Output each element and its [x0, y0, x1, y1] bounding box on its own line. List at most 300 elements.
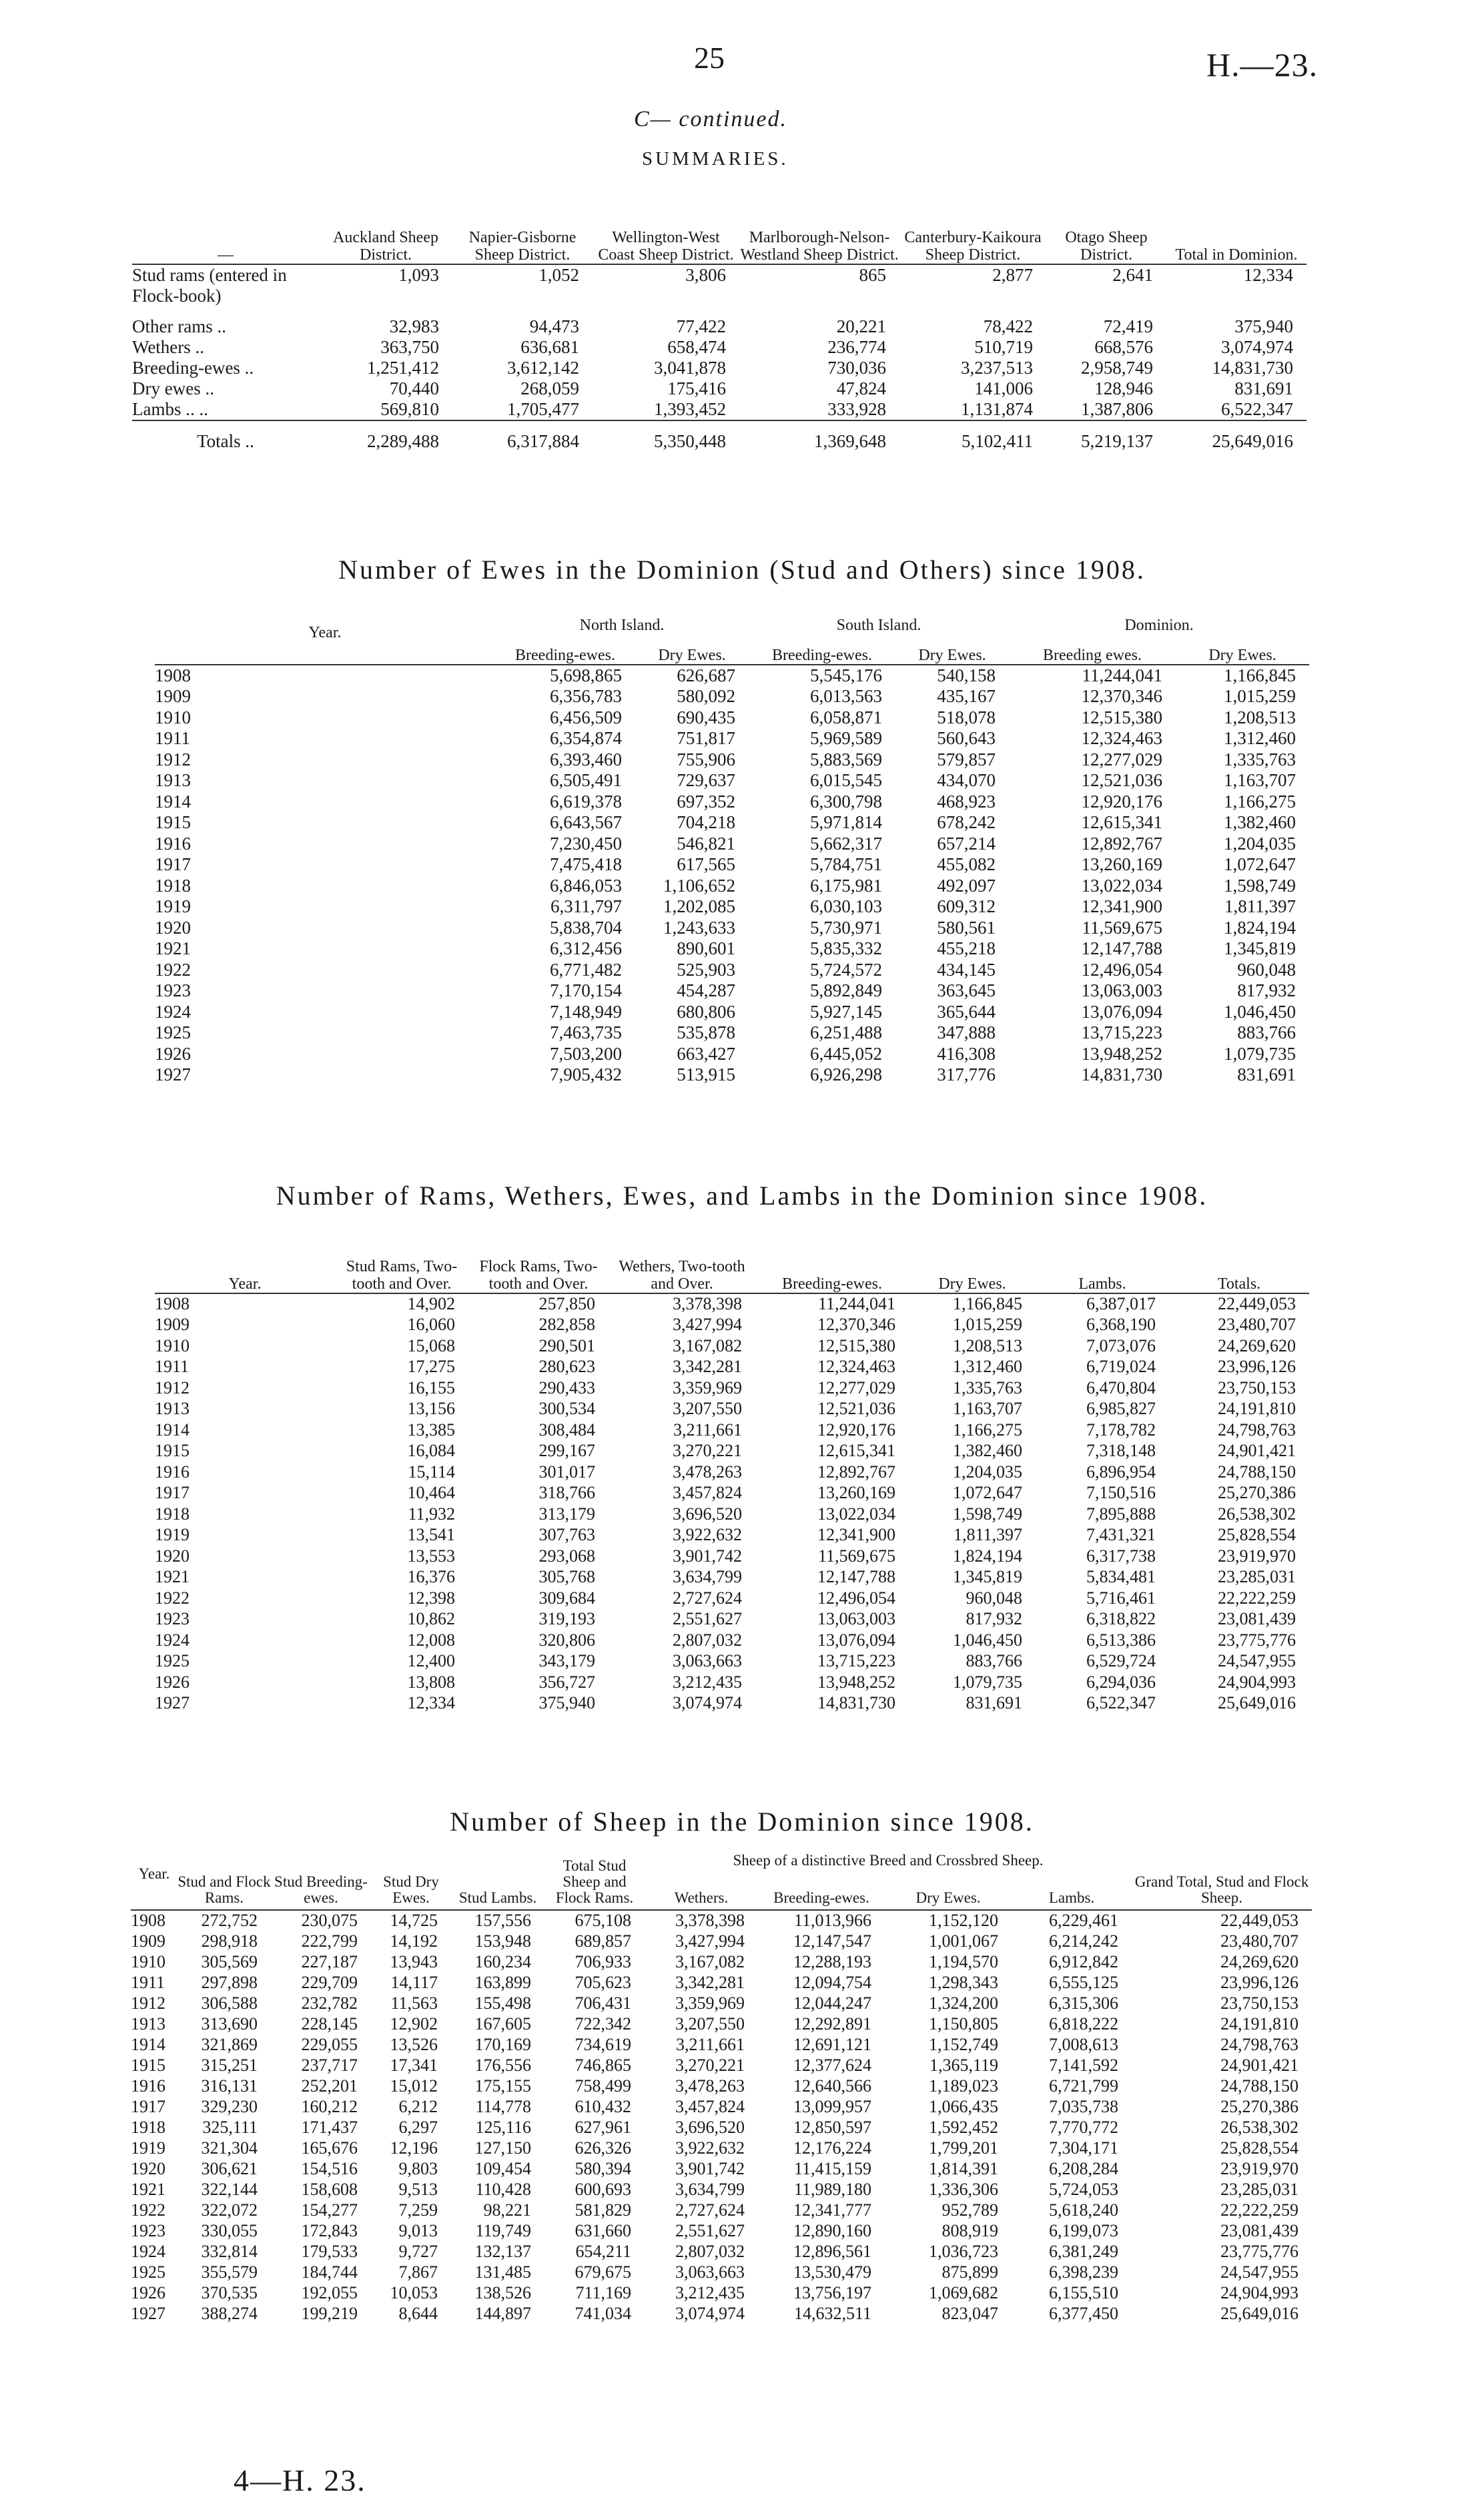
rams-cell: 12,496,054 — [817, 1588, 895, 1608]
ewes-cell: 13,022,034 — [1081, 875, 1162, 896]
rams-cell: 6,513,386 — [1086, 1630, 1156, 1650]
ewes-row — [155, 854, 1309, 876]
sheep-row — [131, 2138, 1312, 2158]
ewes-cell: 1,811,397 — [1224, 896, 1296, 917]
sheep-cell: 3,696,520 — [675, 2117, 745, 2137]
sheep-cell: 1,365,119 — [929, 2055, 998, 2075]
sheep-cell: 1,152,749 — [929, 2034, 998, 2054]
totals-cell: 5,219,137 — [1081, 431, 1153, 451]
sheep-table-title: Number of Sheep in the Dominion since 1908. — [450, 1807, 1034, 1837]
ewes-cell: 626,687 — [677, 665, 735, 685]
ewes-cell: 416,308 — [937, 1043, 996, 1064]
summary-totals-row — [132, 420, 1307, 462]
sheep-cell: 298,918 — [201, 1931, 258, 1951]
totals-label: Totals .. — [197, 431, 254, 451]
ewes-year: 1912 — [155, 749, 191, 769]
summary-cell: 128,946 — [1094, 378, 1153, 398]
sheep-year: 1910 — [131, 1951, 165, 1971]
sheep-cell: 23,919,970 — [1220, 2158, 1298, 2178]
sheep-cell: 125,116 — [475, 2117, 531, 2137]
sheep-row — [131, 1931, 1312, 1951]
rams-row — [155, 1588, 1309, 1609]
north-island-header: North Island. — [579, 617, 665, 634]
summary-cell: 510,719 — [974, 337, 1033, 357]
sheep-cell: 12,196 — [390, 2138, 438, 2158]
sheep-cell: 13,756,197 — [793, 2282, 871, 2302]
sheep-cell: 370,535 — [201, 2282, 258, 2302]
ewes-row — [155, 896, 1309, 918]
sheep-cell: 1,066,435 — [929, 2096, 998, 2116]
summary-row — [132, 358, 1307, 378]
ewes-col-header: Breeding ewes. — [1043, 647, 1142, 664]
ewes-row — [155, 665, 1309, 686]
ewes-cell: 617,565 — [677, 854, 735, 875]
ewes-cell: 1,598,749 — [1224, 875, 1296, 896]
sheep-year-header: Year. — [138, 1865, 170, 1882]
sheep-cell: 23,750,153 — [1220, 1993, 1298, 2013]
rams-year: 1910 — [155, 1335, 190, 1355]
ewes-cell: 6,456,509 — [550, 707, 622, 727]
sheep-cell: 315,251 — [201, 2055, 258, 2075]
summary-cell: 47,824 — [836, 378, 886, 398]
sheep-year: 1917 — [131, 2096, 165, 2116]
sheep-row — [131, 2262, 1312, 2282]
sheep-year: 1918 — [131, 2117, 165, 2137]
rams-cell: 290,501 — [538, 1335, 595, 1355]
rams-cell: 7,318,148 — [1086, 1441, 1156, 1461]
rams-cell: 831,691 — [966, 1693, 1022, 1713]
sheep-cell: 23,775,776 — [1220, 2241, 1298, 2261]
rams-cell: 13,948,252 — [817, 1672, 895, 1692]
summary-cell: 636,681 — [520, 337, 579, 357]
rams-cell: 817,932 — [966, 1609, 1022, 1629]
summary-row — [132, 264, 1307, 316]
sheep-cell: 952,789 — [942, 2200, 998, 2220]
rams-cell: 15,114 — [408, 1462, 455, 1482]
sheep-row — [131, 2179, 1312, 2200]
ewes-cell: 5,730,971 — [810, 917, 882, 938]
summary-col-header: Canterbury-Kaikoura Sheep District. — [904, 229, 1042, 264]
sheep-cell: 114,778 — [475, 2096, 531, 2116]
sheep-cell: 5,724,053 — [1049, 2179, 1118, 2199]
rams-year: 1926 — [155, 1672, 190, 1692]
sheep-cell: 24,798,763 — [1220, 2034, 1298, 2054]
rams-cell: 6,529,724 — [1086, 1651, 1156, 1671]
ewes-cell: 1,345,819 — [1224, 938, 1296, 959]
ewes-year: 1920 — [155, 917, 191, 938]
sheep-row — [131, 2303, 1312, 2324]
sheep-cell: 272,752 — [201, 1911, 258, 1930]
rams-cell: 6,368,190 — [1086, 1315, 1156, 1335]
sheep-cell: 24,269,620 — [1220, 1951, 1298, 1971]
report-code: H.—23. — [1206, 46, 1319, 83]
ewes-cell: 468,923 — [937, 791, 996, 812]
rams-cell: 7,073,076 — [1086, 1335, 1156, 1355]
rams-year: 1921 — [155, 1567, 190, 1587]
sheep-cell: 1,069,682 — [929, 2282, 998, 2302]
sheep-cell: 22,222,259 — [1220, 2200, 1298, 2220]
rams-cell: 1,335,763 — [953, 1377, 1022, 1397]
rams-cell: 6,318,822 — [1086, 1609, 1156, 1629]
ewes-cell: 5,883,569 — [810, 749, 882, 769]
sheep-cell: 15,012 — [390, 2076, 438, 2096]
rams-row — [155, 1335, 1309, 1357]
sheep-year: 1912 — [131, 1993, 165, 2013]
summary-cell: 268,059 — [520, 378, 579, 398]
rams-cell: 14,902 — [407, 1294, 455, 1314]
sheep-cell: 229,055 — [301, 2034, 358, 2054]
sheep-cell: 3,427,994 — [675, 1931, 745, 1951]
summary-cell: 668,576 — [1094, 337, 1153, 357]
rams-cell: 13,260,169 — [817, 1483, 895, 1503]
rams-cell: 12,400 — [407, 1651, 455, 1671]
sheep-cell: 3,211,661 — [675, 2034, 745, 2054]
sheep-cell: 1,150,805 — [929, 2013, 998, 2033]
ewes-cell: 6,015,545 — [810, 770, 882, 791]
rams-cell: 22,222,259 — [1218, 1588, 1296, 1608]
ewes-year: 1910 — [155, 707, 191, 727]
rams-row — [155, 1315, 1309, 1336]
sheep-row — [131, 2076, 1312, 2096]
sheep-cell: 627,961 — [575, 2117, 631, 2137]
ewes-cell: 7,503,200 — [550, 1043, 622, 1064]
ewes-cell: 12,147,788 — [1081, 938, 1162, 959]
sheep-cell: 305,569 — [201, 1951, 258, 1971]
rams-col-header: Stud Rams, Two-tooth and Over. — [346, 1258, 458, 1293]
ewes-cell: 560,643 — [937, 728, 996, 749]
rams-cell: 3,074,974 — [673, 1693, 742, 1713]
ewes-cell: 540,158 — [937, 665, 996, 685]
rams-row — [155, 1462, 1309, 1483]
ewes-row — [155, 834, 1309, 855]
rams-cell: 16,376 — [407, 1567, 455, 1587]
sheep-cell: 722,342 — [575, 2013, 631, 2033]
totals-cell: 2,289,488 — [367, 431, 439, 451]
ewes-cell: 1,079,735 — [1224, 1043, 1296, 1064]
rams-cell: 3,270,221 — [673, 1441, 742, 1461]
rams-cell: 300,534 — [538, 1399, 595, 1419]
sheep-cell: 6,297 — [398, 2117, 438, 2137]
rams-cell: 16,060 — [407, 1315, 455, 1335]
rams-cell: 6,317,738 — [1086, 1546, 1156, 1566]
rams-cell: 12,334 — [407, 1693, 455, 1713]
rams-row — [155, 1504, 1309, 1525]
rams-cell: 1,824,194 — [953, 1546, 1022, 1566]
summary-cell: 20,221 — [836, 316, 886, 336]
rams-cell: 24,269,620 — [1218, 1335, 1296, 1355]
sheep-cell: 14,117 — [390, 1972, 438, 1992]
summary-cell: 3,237,513 — [961, 358, 1033, 378]
rams-cell: 10,464 — [407, 1483, 455, 1503]
sheep-cell: 706,431 — [575, 1993, 631, 2013]
ewes-cell: 6,771,482 — [550, 959, 622, 980]
south-island-header: South Island. — [836, 617, 921, 634]
sheep-cell: 138,526 — [474, 2282, 531, 2302]
ewes-cell: 492,097 — [937, 875, 996, 896]
ewes-row — [155, 749, 1309, 771]
sheep-row — [131, 2117, 1312, 2138]
sheep-cell: 6,208,284 — [1049, 2158, 1118, 2178]
sheep-cell: 6,377,450 — [1049, 2303, 1118, 2323]
rams-year: 1915 — [155, 1441, 190, 1461]
sheep-cell: 199,219 — [301, 2303, 358, 2323]
ewes-cell: 6,311,797 — [550, 896, 622, 917]
summary-row-label: Dry ewes .. — [132, 378, 214, 398]
ewes-cell: 817,932 — [1237, 980, 1296, 1001]
sheep-cell: 160,234 — [474, 1951, 531, 1971]
sheep-year: 1919 — [131, 2138, 165, 2158]
sheep-col-4: Stud Lambs. — [458, 1889, 537, 1906]
rams-cell: 13,156 — [407, 1399, 455, 1419]
rams-cell: 3,359,969 — [673, 1377, 742, 1397]
ewes-cell: 960,048 — [1237, 959, 1296, 980]
sheep-cell: 23,285,031 — [1220, 2179, 1298, 2199]
summary-cell: 1,093 — [398, 265, 439, 285]
ewes-cell: 435,167 — [937, 686, 996, 707]
sheep-cell: 1,001,067 — [929, 1931, 998, 1951]
sheep-cell: 1,799,201 — [929, 2138, 998, 2158]
ewes-cell: 580,092 — [677, 686, 735, 707]
ewes-cell: 883,766 — [1237, 1022, 1296, 1043]
sheep-cell: 25,649,016 — [1220, 2303, 1298, 2323]
sheep-cell: 14,725 — [390, 1911, 438, 1930]
ewes-cell: 12,324,463 — [1081, 728, 1162, 749]
sheep-cell: 12,176,224 — [793, 2138, 871, 2158]
sheep-table — [131, 1842, 1312, 2324]
sheep-row — [131, 1910, 1312, 1931]
summary-cell: 3,074,974 — [1221, 337, 1293, 357]
sheep-cell: 3,063,663 — [675, 2262, 745, 2282]
ewes-cell: 6,300,798 — [810, 791, 882, 812]
summary-row-label: Other rams .. — [132, 316, 226, 336]
sheep-cell: 322,144 — [201, 2179, 258, 2199]
ewes-row — [155, 1064, 1309, 1086]
sheep-cell: 3,457,824 — [675, 2096, 745, 2116]
sheep-cell: 10,053 — [390, 2282, 438, 2302]
rams-cell: 313,179 — [538, 1504, 595, 1524]
ewes-cell: 609,312 — [937, 896, 996, 917]
ewes-cell: 5,892,849 — [810, 980, 882, 1001]
rams-cell: 12,398 — [407, 1588, 455, 1608]
sheep-cell: 654,211 — [575, 2241, 631, 2261]
rams-cell: 319,193 — [538, 1609, 595, 1629]
summary-cell: 72,419 — [1103, 316, 1153, 336]
sheep-cell: 229,709 — [301, 1972, 358, 1992]
sheep-col-1: Stud and Flock Rams. — [177, 1873, 271, 1906]
ewes-cell: 7,170,154 — [550, 980, 622, 1001]
rams-row — [155, 1357, 1309, 1378]
ewes-cell: 690,435 — [677, 707, 735, 727]
rams-cell: 13,808 — [407, 1672, 455, 1692]
sheep-cell: 228,145 — [301, 2013, 358, 2033]
rams-year: 1908 — [155, 1294, 190, 1314]
sheep-cell: 227,187 — [301, 1951, 358, 1971]
ewes-year: 1927 — [155, 1064, 191, 1085]
sheep-year: 1915 — [131, 2055, 165, 2075]
ewes-cell: 5,662,317 — [810, 833, 882, 854]
ewes-cell: 6,251,488 — [810, 1022, 882, 1043]
summary-col-header: Marlborough-Nelson-Westland Sheep District. — [740, 229, 899, 264]
rams-cell: 1,046,450 — [953, 1630, 1022, 1650]
ewes-row — [155, 876, 1309, 897]
ewes-cell: 11,244,041 — [1082, 665, 1162, 685]
ewes-year: 1908 — [155, 665, 191, 685]
sheep-cell: 823,047 — [942, 2303, 998, 2323]
summary-row — [132, 337, 1307, 358]
ewes-cell: 11,569,675 — [1082, 917, 1162, 938]
sheep-cell: 808,919 — [942, 2220, 998, 2240]
ewes-cell: 317,776 — [937, 1064, 996, 1085]
sheep-cell: 131,485 — [474, 2262, 531, 2282]
sheep-cell: 6,212 — [398, 2096, 438, 2116]
rams-cell: 12,920,176 — [817, 1420, 895, 1440]
rams-cell: 375,940 — [538, 1693, 595, 1713]
rams-cell: 3,167,082 — [673, 1335, 742, 1355]
sheep-cell: 230,075 — [301, 1911, 358, 1930]
ewes-cell: 365,644 — [937, 1001, 996, 1022]
sheep-cell: 746,865 — [575, 2055, 631, 2075]
ewes-cell: 1,166,275 — [1224, 791, 1296, 812]
sheep-cell: 12,896,561 — [793, 2241, 871, 2261]
ewes-cell: 7,148,949 — [550, 1001, 622, 1022]
sheep-cell: 3,359,969 — [675, 1993, 745, 2013]
sheep-cell: 167,605 — [474, 2013, 531, 2033]
summary-row — [132, 316, 1307, 337]
sheep-cell: 26,538,302 — [1220, 2117, 1298, 2137]
rams-cell: 3,634,799 — [673, 1567, 742, 1587]
sheep-cell: 9,727 — [398, 2241, 438, 2261]
rams-cell: 12,615,341 — [817, 1441, 895, 1461]
ewes-cell: 579,857 — [937, 749, 996, 769]
summary-cell: 363,750 — [380, 337, 439, 357]
ewes-row — [155, 812, 1309, 834]
sheep-cell: 758,499 — [575, 2076, 631, 2096]
sheep-cell: 610,432 — [575, 2096, 631, 2116]
rams-col-header: Year. — [228, 1275, 262, 1293]
summary-cell: 78,422 — [983, 316, 1033, 336]
sheep-cell: 172,843 — [301, 2220, 358, 2240]
sheep-cell: 3,378,398 — [675, 1911, 745, 1930]
sheep-cell: 11,013,966 — [793, 1911, 871, 1930]
ewes-cell: 14,831,730 — [1081, 1064, 1162, 1085]
sheep-cell: 252,201 — [301, 2076, 358, 2096]
sheep-cell: 631,660 — [575, 2220, 631, 2240]
rams-cell: 24,798,763 — [1218, 1420, 1296, 1440]
sheep-year: 1916 — [131, 2076, 165, 2096]
sheep-cell: 12,288,193 — [793, 1951, 871, 1971]
rams-cell: 3,427,994 — [673, 1315, 742, 1335]
ewes-cell: 1,072,647 — [1224, 854, 1296, 875]
sheep-cell: 6,315,306 — [1049, 1993, 1118, 2013]
rams-cell: 293,068 — [538, 1546, 595, 1566]
sheep-cell: 163,899 — [474, 1972, 531, 1992]
sheep-year: 1924 — [131, 2241, 165, 2261]
sheep-year: 1920 — [131, 2158, 165, 2178]
ewes-cell: 12,920,176 — [1081, 791, 1162, 812]
sheep-cell: 1,592,452 — [929, 2117, 998, 2137]
ewes-year: 1914 — [155, 791, 191, 812]
ewes-row — [155, 728, 1309, 749]
rams-cell: 11,932 — [408, 1504, 455, 1524]
sheep-cell: 6,229,461 — [1049, 1911, 1118, 1930]
sheep-col-3: Stud Dry Ewes. — [383, 1873, 439, 1906]
rams-cell: 299,167 — [538, 1441, 595, 1461]
ewes-cell: 5,835,332 — [810, 938, 882, 959]
sheep-cell: 741,034 — [575, 2303, 631, 2323]
totals-cell: 5,102,411 — [962, 431, 1033, 451]
sheep-year: 1914 — [131, 2034, 165, 2054]
rams-cell: 23,750,153 — [1218, 1377, 1296, 1397]
sheep-cell: 222,799 — [301, 1931, 358, 1951]
ewes-row — [155, 770, 1309, 792]
ewes-cell: 1,208,513 — [1224, 707, 1296, 727]
rams-cell: 23,285,031 — [1218, 1567, 1296, 1587]
sheep-cell: 3,270,221 — [675, 2055, 745, 2075]
sheep-cell: 321,869 — [201, 2034, 258, 2054]
rams-cell: 309,684 — [538, 1588, 595, 1608]
ewes-cell: 5,724,572 — [810, 959, 882, 980]
rams-cell: 960,048 — [966, 1588, 1022, 1608]
sheep-cell: 3,167,082 — [675, 1951, 745, 1971]
sheep-cell: 3,207,550 — [675, 2013, 745, 2033]
sheep-cell: 689,857 — [575, 1931, 631, 1951]
sheep-cell: 24,547,955 — [1220, 2262, 1298, 2282]
sheep-cell: 160,212 — [301, 2096, 358, 2116]
totals-cell: 1,369,648 — [814, 431, 886, 451]
rams-year: 1911 — [155, 1357, 190, 1377]
ewes-col-header: Dry Ewes. — [918, 647, 986, 664]
ewes-cell: 434,145 — [937, 959, 996, 980]
sheep-col-2: Stud Breeding-ewes. — [274, 1873, 368, 1906]
rams-cell: 12,324,463 — [817, 1357, 895, 1377]
rams-cell: 23,775,776 — [1218, 1630, 1296, 1650]
sheep-cell: 9,013 — [398, 2220, 438, 2240]
ewes-cell: 12,615,341 — [1081, 812, 1162, 833]
rams-cell: 7,895,888 — [1086, 1504, 1156, 1524]
rams-col-header: Dry Ewes. — [938, 1275, 1006, 1293]
rams-year: 1920 — [155, 1546, 190, 1566]
sheep-cell: 12,044,247 — [793, 1993, 871, 2013]
rams-cell: 24,191,810 — [1218, 1399, 1296, 1419]
sheep-col-8: Dry Ewes. — [915, 1889, 981, 1906]
ewes-row — [155, 918, 1309, 939]
sheep-cell: 192,055 — [301, 2282, 358, 2302]
summary-cell: 1,705,477 — [507, 399, 579, 419]
sheep-cell: 24,901,421 — [1220, 2055, 1298, 2075]
sheep-cell: 109,454 — [474, 2158, 531, 2178]
ewes-cell: 546,821 — [677, 833, 735, 854]
sheep-cell: 1,036,723 — [929, 2241, 998, 2261]
summary-cell: 14,831,730 — [1212, 358, 1293, 378]
ewes-cell: 6,354,874 — [550, 728, 622, 749]
summary-cell: 3,041,878 — [654, 358, 726, 378]
ewes-year: 1922 — [155, 959, 191, 980]
summary-cell: 6,522,347 — [1221, 399, 1293, 419]
sheep-cell: 158,608 — [301, 2179, 358, 2199]
ewes-cell: 1,106,652 — [663, 875, 735, 896]
rams-cell: 308,484 — [538, 1420, 595, 1440]
ewes-cell: 1,204,035 — [1224, 833, 1296, 854]
sheep-row — [131, 2158, 1312, 2179]
sheep-cell: 706,933 — [575, 1951, 631, 1971]
sheep-cell: 306,621 — [201, 2158, 258, 2178]
ewes-cell: 663,427 — [677, 1043, 735, 1064]
rams-cell: 5,834,481 — [1086, 1567, 1156, 1587]
rams-cell: 23,996,126 — [1218, 1357, 1296, 1377]
footer-code: 4—H. 23. — [234, 2463, 366, 2497]
rams-cell: 6,294,036 — [1086, 1672, 1156, 1692]
summary-cell: 3,612,142 — [507, 358, 579, 378]
